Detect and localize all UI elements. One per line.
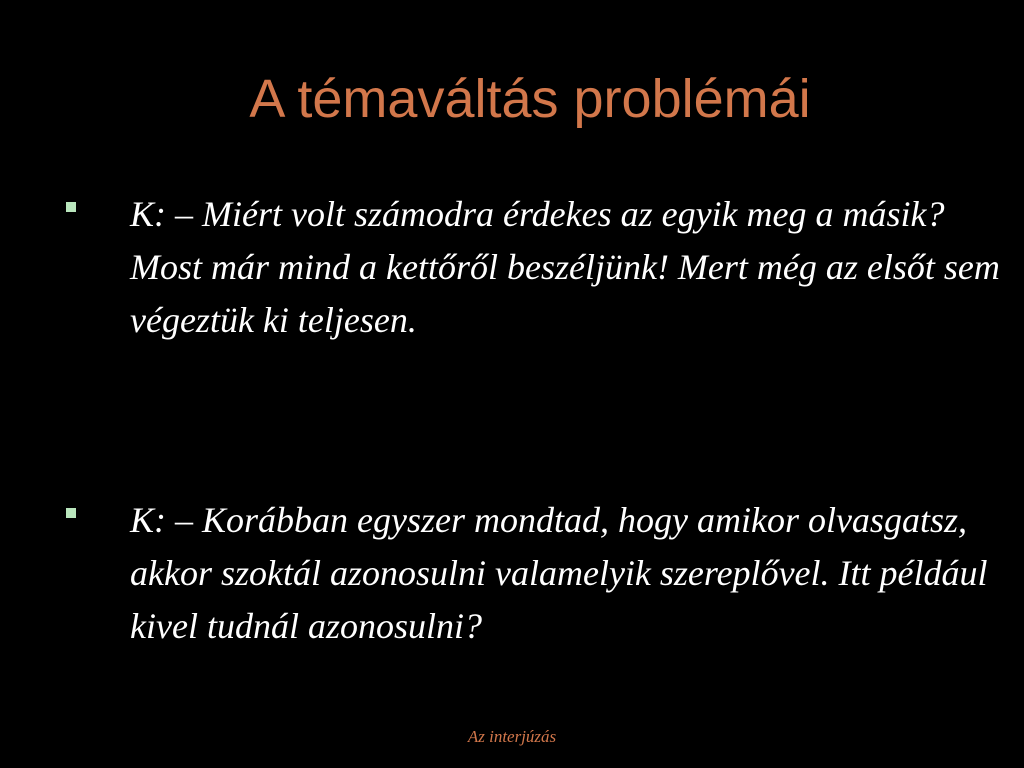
square-bullet-icon: [66, 508, 76, 518]
slide-footer: Az interjúzás: [467, 727, 557, 746]
bullet-text: K: – Korábban egyszer mondtad, hogy amikor olvasgatsz, akkor szoktál azonosulni valamelyik szereplővel. Itt például kivel tudnál azonosulni?: [130, 500, 988, 646]
slide-title: A témaváltás problémái: [249, 69, 811, 129]
square-bullet-icon: [66, 202, 76, 212]
bullet-text: K: – Miért volt számodra érdekes az egyik meg a másik? Most már mind a kettőről beszéljünk! Mert még az elsőt sem végeztük ki teljesen.: [130, 194, 1000, 340]
